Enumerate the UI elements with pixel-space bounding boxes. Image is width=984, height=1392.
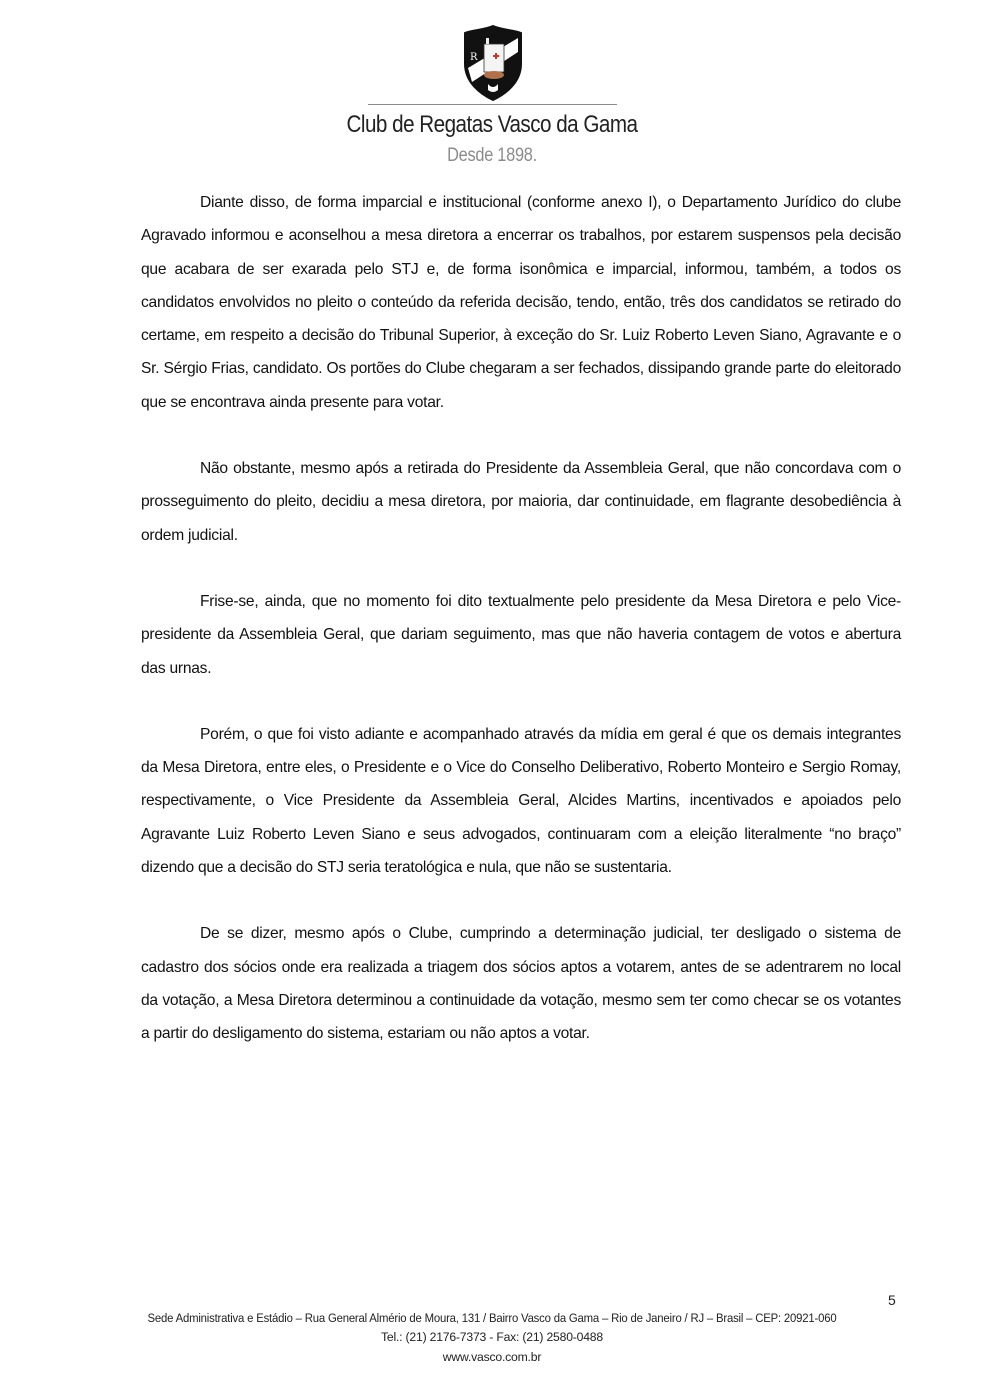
svg-text:R: R <box>470 52 478 63</box>
club-founded-year: Desde 1898. <box>447 145 537 166</box>
footer-website: www.vasco.com.br <box>442 1350 542 1364</box>
paragraph: Diante disso, de forma imparcial e institucional (conforme anexo I), o Departamento Jurídico do clube Agravado informou e aconselhou a mesa diretora a encerrar os trabalhos, por estarem suspensos pela decisão que acabara de ser exarada pelo STJ e, de forma isonômica e imparcial, informou, também, a todos os candidatos envolvidos no pleito o conteúdo da referida decisão, tendo, então, três dos candidatos se retirado do certame, em respeito a decisão do Tribunal Superior, à exceção do Sr. Luiz Roberto Leven Siano, Agravante e o Sr. Sérgio Frias, candidato. Os portões do Clube chegaram a ser fechados, dissipando grande parte do eleitorado que se encontrava ainda presente para votar. <box>141 194 901 411</box>
vasco-da-gama-crest-icon <box>462 24 524 102</box>
paragraph: De se dizer, mesmo após o Clube, cumprindo a determinação judicial, ter desligado o sistema de cadastro dos sócios onde era realizada a triagem dos sócios aptos a votarem, antes de se adentrarem no local da votação, a Mesa Diretora determinou a continuidade da votação, mesmo sem ter como checar se os votantes a partir do desligamento do sistema, estariam ou não aptos a votar. <box>141 925 901 1043</box>
document-body <box>141 186 901 1084</box>
page-number: 5 <box>888 1292 896 1308</box>
letterhead <box>0 0 984 175</box>
paragraph: Porém, o que foi visto adiante e acompanhado através da mídia em geral é que os demais integrantes da Mesa Diretora, entre eles, o Presidente e o Vice do Conselho Deliberativo, Roberto Monteiro e Sergio Romay, respectivamente, o Vice Presidente da Assembleia Geral, Alcides Martins, incentivados e apoiados pelo Agravante Luiz Roberto Leven Siano e seus advogados, continuaram com a eleição literalmente “no braço” dizendo que a decisão do STJ seria teratológica e nula, que não se sustentaria. <box>141 725 901 877</box>
paragraph: Frise-se, ainda, que no momento foi dito textualmente pelo presidente da Mesa Diretora e pelo Vice-presidente da Assembleia Geral, que dariam seguimento, mas que não haveria contagem de votos e abertura das urnas. <box>141 592 901 677</box>
footer-phone: Tel.: (21) 2176-7373 - Fax: (21) 2580-0488 <box>381 1330 603 1344</box>
header-divider <box>368 104 617 105</box>
paragraph: Não obstante, mesmo após a retirada do Presidente da Assembleia Geral, que não concordava com o prosseguimento do pleito, decidiu a mesa diretora, por maioria, dar continuidade, em flagrante desobediência à ordem judicial. <box>141 460 901 544</box>
club-name: Club de Regatas Vasco da Gama <box>346 111 638 138</box>
footer-address: Sede Administrativa e Estádio – Rua General Almério de Moura, 131 / Bairro Vasco da Gama – Rio de Janeiro / RJ – Brasil – CEP: 20921-060 <box>147 1311 837 1325</box>
